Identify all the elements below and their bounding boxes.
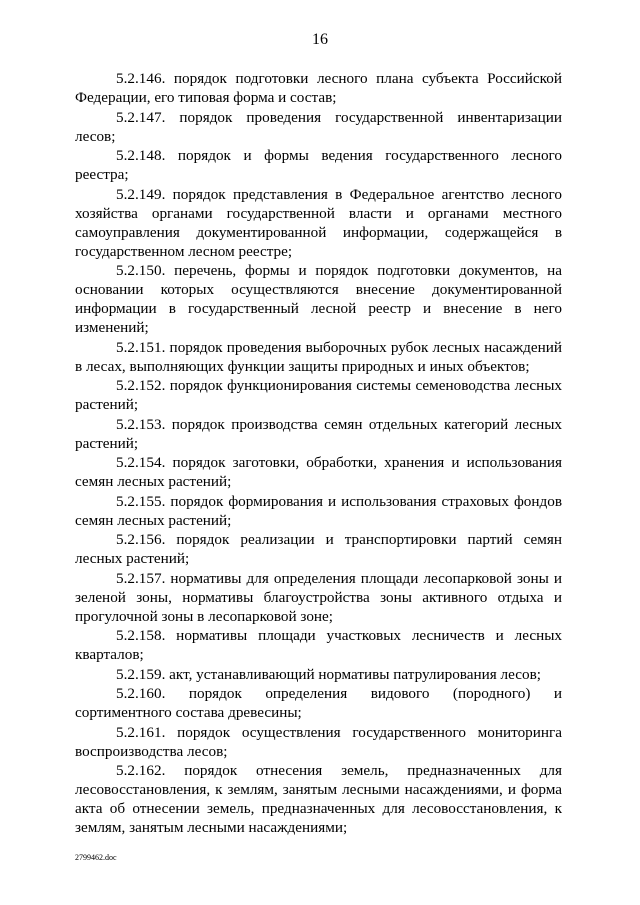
list-item <box>75 108 562 146</box>
item-text: порядок представления в Федеральное агентство лесного хозяйства органами государственной власти и органами местного самоуправления документированной информации, содержащейся в государственном лесном реестре; <box>75 185 562 260</box>
list-item <box>75 530 562 568</box>
item-number: 5.2.162. <box>116 762 166 779</box>
list-item <box>75 146 562 184</box>
item-text: порядок осуществления государственного мониторинга воспроизводства лесов; <box>75 723 562 760</box>
document-filename: 2799462.doc <box>75 853 117 862</box>
list-item <box>75 569 562 626</box>
item-number: 5.2.147. <box>116 108 166 126</box>
item-text: перечень, формы и порядок подготовки документов, на основании которых осуществляются внесение документированной информации в государственный лесной реестр и внесение в него изменений; <box>75 262 562 336</box>
item-number: 5.2.146. <box>116 70 166 87</box>
item-text: порядок проведения выборочных рубок лесных насаждений в лесах, выполняющих функции защиты природных и иных объектов; <box>75 338 562 375</box>
list-item <box>75 453 562 491</box>
item-number: 5.2.155. <box>116 492 166 510</box>
list-item <box>75 665 562 684</box>
item-text: порядок формирования и использования страховых фондов семян лесных растений; <box>75 492 562 529</box>
list-item <box>75 626 562 664</box>
item-number: 5.2.161. <box>116 723 166 741</box>
list-item <box>75 338 562 376</box>
list-item <box>75 684 562 722</box>
list-item <box>75 261 562 337</box>
item-text: нормативы для определения площади лесопарковой зоны и зеленой зоны, нормативы благоустройства зоны активного отдыха и прогулочной зоны в лесопарковой зоне; <box>75 569 562 625</box>
item-text: порядок производства семян отдельных категорий лесных растений; <box>75 415 562 452</box>
item-number: 5.2.160. <box>116 685 166 702</box>
item-text: порядок функционирования системы семеноводства лесных растений; <box>75 377 562 413</box>
list-item <box>75 376 562 414</box>
item-number: 5.2.156. <box>116 531 166 548</box>
item-text: порядок определения видового (породного) и сортиментного состава древесины; <box>75 685 562 721</box>
item-number: 5.2.158. <box>116 627 166 644</box>
item-number: 5.2.159. <box>116 665 166 683</box>
item-text: порядок подготовки лесного плана субъекта Российской Федерации, его типовая форма и состав; <box>75 70 562 106</box>
item-number: 5.2.152. <box>116 377 166 394</box>
item-text: порядок проведения государственной инвентаризации лесов; <box>75 108 562 145</box>
item-number: 5.2.157. <box>116 569 166 587</box>
list-item <box>75 761 562 837</box>
list-item <box>75 492 562 530</box>
list-item <box>75 69 562 107</box>
item-text: порядок реализации и транспортировки партий семян лесных растений; <box>75 531 562 567</box>
item-text: порядок и формы ведения государственного лесного реестра; <box>75 147 562 183</box>
item-number: 5.2.151. <box>116 338 166 356</box>
item-text: акт, устанавливающий нормативы патрулирования лесов; <box>165 665 541 683</box>
document-body <box>75 69 562 838</box>
item-text: порядок отнесения земель, предназначенных для лесовосстановления, к землям, занятым лесными насаждениями, и форма акта об отнесении земель, предназначенных для лесовосстановления, к землям, занятым лесными насаждениями; <box>75 762 562 836</box>
item-text: нормативы площади участковых лесничеств и лесных кварталов; <box>75 627 562 663</box>
item-number: 5.2.153. <box>116 415 166 433</box>
list-item <box>75 723 562 761</box>
page-number: 16 <box>312 31 328 48</box>
item-text: порядок заготовки, обработки, хранения и использования семян лесных растений; <box>75 454 562 490</box>
list-item <box>75 185 562 261</box>
list-item <box>75 415 562 453</box>
item-number: 5.2.149. <box>116 185 166 203</box>
item-number: 5.2.154. <box>116 454 166 471</box>
item-number: 5.2.150. <box>116 262 166 279</box>
item-number: 5.2.148. <box>116 147 166 164</box>
